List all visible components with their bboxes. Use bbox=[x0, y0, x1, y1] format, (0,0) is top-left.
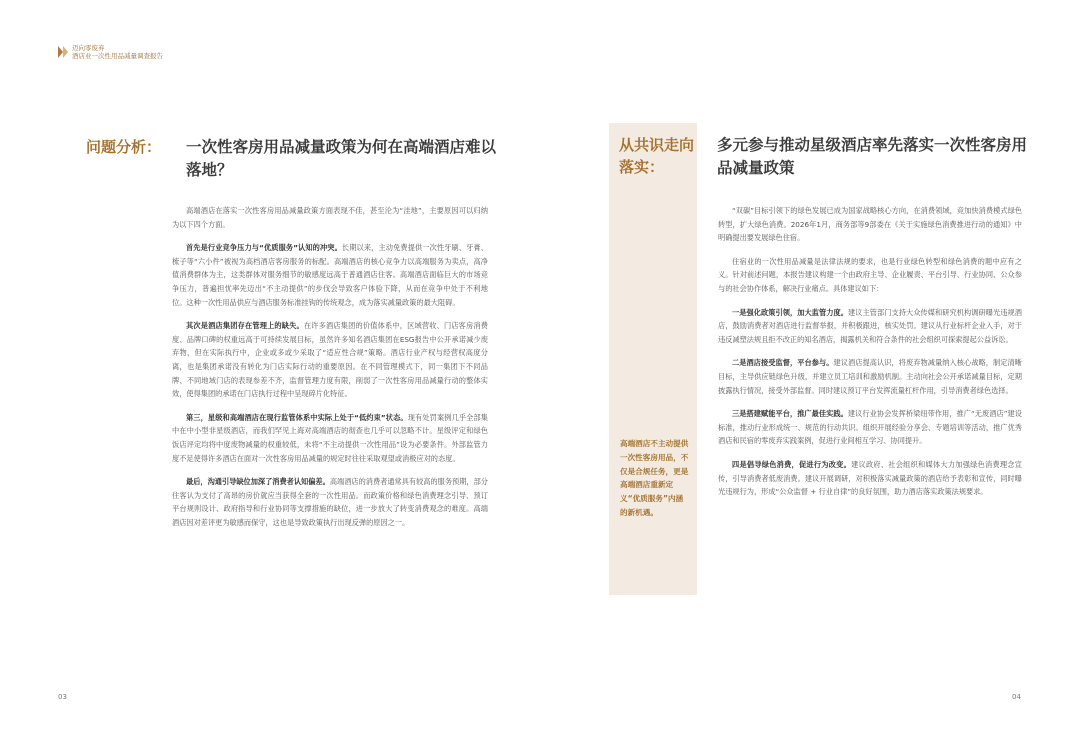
right-page-number: 04 bbox=[1012, 693, 1021, 701]
left-paragraph: 高端酒店在落实一次性客房用品减量政策方面表现不佳，甚至沦为“洼地”，主要原因可以归纳为以下四个方面。 bbox=[172, 206, 488, 229]
left-paragraph: 其次是酒店集团存在管理上的缺失。在许多酒店集团的价值体系中，区域营收、门店客房消费度、品牌口碑的权重远高于可持续发展目标，虽然许多知名酒店集团在ESG报告中公开承诺减少废弃物，但在实际执行中，企业或多或少采取了“适应性合规”策略。酒店行业产权与经营权高度分离，也是集团承诺没有转化为门店实际行动的重要原因。在不同管理模式下，同一集团下不同品牌、不同地域门店的表现参差不齐，监督管理力度有限，削弱了一次性客房用品减量行动的整体实效，使得集团的承诺在门店执行过程中呈现碎片化特征。 bbox=[172, 321, 488, 399]
right-body bbox=[718, 204, 1022, 509]
right-paragraph: 三是搭建赋能平台，推广最佳实践。建议行业协会发挥桥梁纽带作用，推广“无废酒店”建设标准，推动行业形成统一、规范的行动共识。组织开展经验分享会、专题培训等活动，推广优秀酒店和民宿的零废弃实践案例，促进行业间相互学习、协同提升。 bbox=[718, 409, 1022, 446]
report-brand bbox=[58, 44, 163, 60]
left-paragraph: 首先是行业竞争压力与“优质服务”认知的冲突。长期以来，主动免费提供一次性牙刷、牙膏、梳子等“六小件”被视为高档酒店客房服务的标配。高端酒店的核心竞争力以高端服务为卖点，高净值消费群体为主，这类群体对服务细节的敏感度远高于普通酒店住客。高端酒店面临巨大的市场竞争压力，普遍担忧率先迈出“不主动提供”的步伐会导致客户体验下降，从而在竞争中处于不利地位。这种一次性用品供应与酒店服务标准挂钩的传统观念，成为落实减量政策的最大阻碍。 bbox=[172, 243, 488, 307]
right-paragraph: “双碳”目标引领下的绿色发展已成为国家战略核心方向，在消费领域，竞加快消费模式绿色转型，扩大绿色消费。2026年1月，商务部等9部委在《关于实施绿色消费推进行动的通知》中明确提出要发展绿色住宿。 bbox=[718, 206, 1022, 243]
sidebar-panel bbox=[609, 123, 697, 595]
right-paragraph: 二是酒店接受监督，平台参与。建议酒店提高认识，将废弃物减量纳入核心战略，制定清晰目标，主导供应链绿色升级，并建立员工培训和激励机制。主动向社会公开承诺减量目标，定期披露执行情况，接受外部监督。同时建议预订平台发挥流量杠杆作用，引导消费者绿色选择。 bbox=[718, 358, 1022, 395]
left-paragraph: 第三，星级和高端酒店在现行监管体系中实际上处于“低约束”状态。现有处罚案例几乎全部集中在中小型非星级酒店，而我们罕见上海对高端酒店的彻查也几乎可以忽略不计。星级评定和绿色饭店评定均将中度废物减量的权重较低，未将“不主动提供一次性用品”设为必要条件。外部监管力度不足使得许多酒店在面对一次性客房用品减量的规定时往往采取观望或消极应对的态度。 bbox=[172, 412, 488, 463]
brand-logo-icon bbox=[58, 46, 68, 58]
right-paragraph: 一是强化政策引领，加大监管力度。建议主管部门支持大众传媒和研究机构调研曝光违规酒店，鼓励消费者对酒店进行监督举报，并积极跟进，核实处罚。建议从行业标杆企业入手，对于违反减塑法规且拒不改正的知名酒店，揭露机关和符合条件的社会组织可探索提起公益诉讼。 bbox=[718, 307, 1022, 344]
left-paragraph: 最后，沟通引导缺位加深了消费者认知偏差。高端酒店的消费者通常具有较高的服务预期，部分住客认为支付了高昂的房价就应当获得全套的一次性用品。而政策价格和绿色消费理念引导、预订平台规则设计、政府指导和行业协同等支撑措施的缺位，进一步放大了转变消费观念的难度。高端酒店因对差评更为敏感而保守，这也是导致政策执行出现反弹的原因之一。 bbox=[172, 477, 488, 527]
left-body bbox=[172, 204, 488, 539]
left-page-number: 03 bbox=[58, 693, 67, 701]
brand-line-1: 迈向零废弃 bbox=[72, 44, 105, 52]
pull-quote: 高端酒店不主动提供一次性客房用品，不仅是合规任务，更是高端酒店重新定义“优质服务”内涵的新机遇。 bbox=[620, 439, 689, 517]
left-section-title: 一次性客房用品减量政策为何在高端酒店难以落地？ bbox=[186, 138, 497, 179]
right-paragraph: 四是倡导绿色消费，促进行为改变。建议政府、社会组织和媒体大力加强绿色消费理念宣传，引导消费者低废消费。建议开展调研，对积极落实减量政策的酒店给予表彰和宣传，同时曝光违规行为，形成“公众监督 + 行业自律”的良好氛围，助力酒店落实政策法规要求。 bbox=[718, 459, 1022, 497]
right-section-title: 多元参与推动星级酒店率先落实一次性客房用品减量政策 bbox=[717, 136, 1028, 177]
left-section-label: 问题分析： bbox=[86, 138, 162, 156]
right-section-label: 从共识走向落实： bbox=[619, 136, 695, 176]
right-paragraph: 住宿业的一次性用品减量是法律法规的要求，也是行业绿色转型和绿色消费的题中应有之义。针对前述问题，本报告建议构建一个由政府主导、企业履责、平台引导、行业协同、公众参与的社会协作体系，解决行业痛点。具体建议如下： bbox=[718, 256, 1022, 293]
brand-line-2: 酒店业一次性用品减量调查报告 bbox=[72, 52, 163, 60]
brand-text bbox=[72, 44, 163, 60]
